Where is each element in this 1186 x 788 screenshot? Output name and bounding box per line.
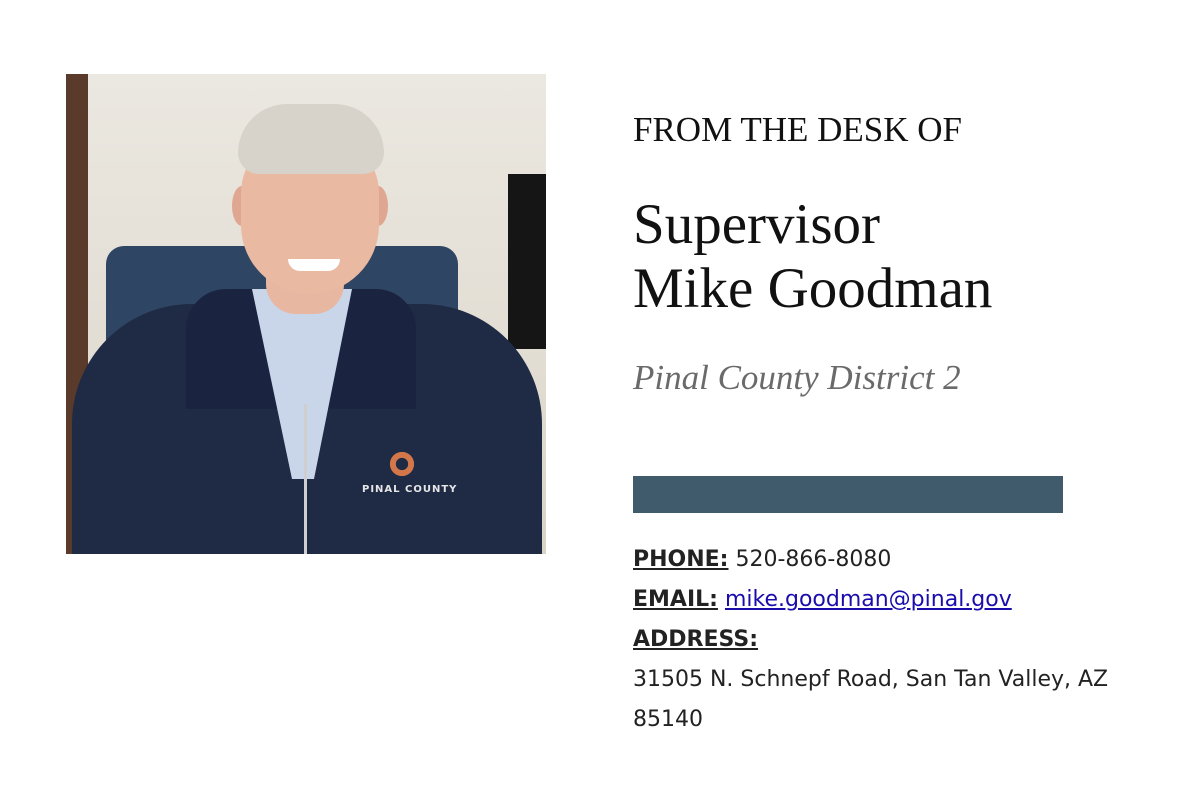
phone-label: PHONE: — [633, 547, 729, 572]
monitor-shape — [508, 174, 546, 349]
district-subtitle: Pinal County District 2 — [633, 358, 961, 397]
supervisor-portrait — [66, 74, 546, 554]
hair-shape — [238, 104, 384, 174]
phone-row — [633, 540, 1153, 580]
contact-info — [633, 540, 1153, 740]
address-line-1: 31505 N. Schnepf Road, San Tan Valley, AZ — [633, 667, 1109, 692]
address-line-2: 85140 — [633, 707, 703, 732]
eyebrow-heading: FROM THE DESK OF — [633, 110, 962, 149]
email-row — [633, 580, 1153, 620]
jacket-logo-text: PINAL COUNTY — [362, 484, 458, 495]
zipper-shape — [304, 404, 307, 554]
email-label: EMAIL: — [633, 587, 718, 612]
accent-bar — [633, 476, 1063, 513]
name-full-line: Mike Goodman — [633, 257, 993, 320]
supervisor-name — [633, 193, 992, 321]
sun-logo-icon — [388, 450, 416, 478]
name-title-line: Supervisor — [633, 193, 880, 256]
phone-value: 520-866-8080 — [735, 547, 892, 572]
address-label-row — [633, 620, 1153, 660]
address-label: ADDRESS: — [633, 627, 759, 652]
smile-shape — [288, 259, 340, 271]
email-link[interactable]: mike.goodman@pinal.gov — [724, 587, 1012, 612]
